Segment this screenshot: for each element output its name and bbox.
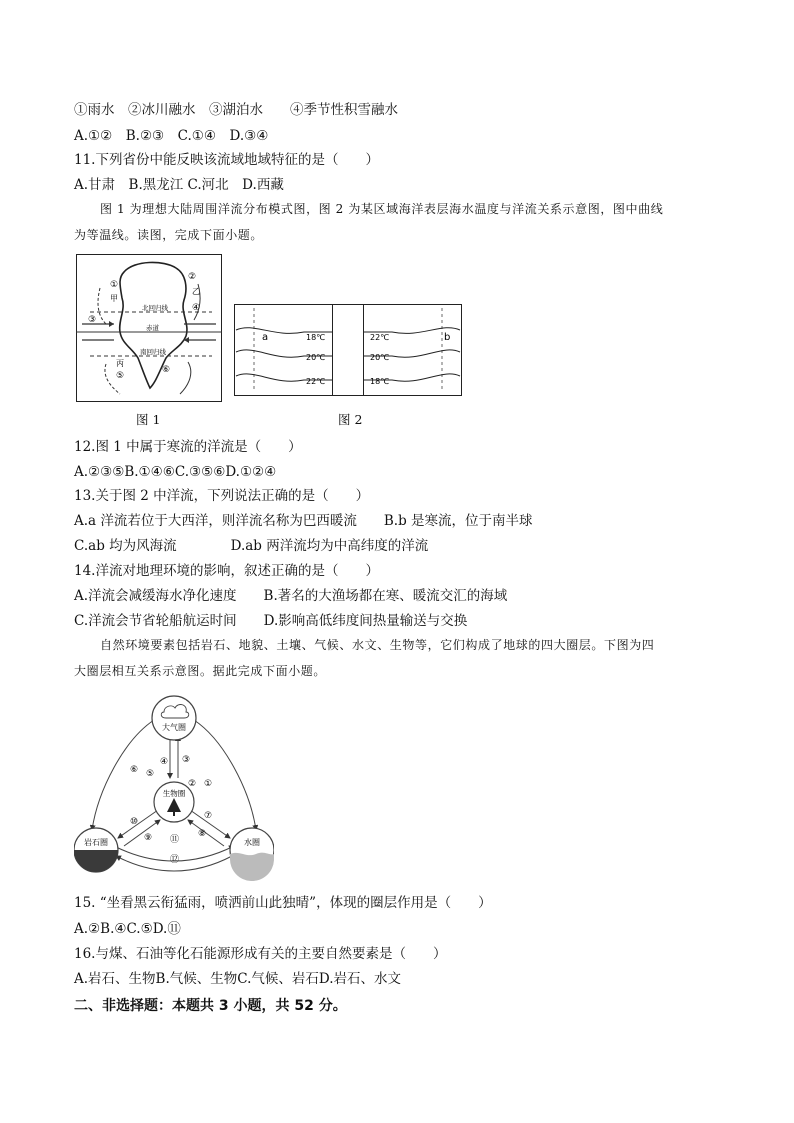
fig3-biosphere: 生物圈	[162, 789, 186, 798]
spheres-intro-line1: 自然环境要素包括岩石、地貌、土壤、气候、水文、生物等，它们构成了地球的四大圈层。下图为四	[100, 638, 655, 652]
fig2-marker-a: a	[262, 332, 269, 343]
ocean-intro-line2: 为等温线。读图，完成下面小题。	[74, 228, 264, 242]
section-2-heading: 二、非选择题：本题共 3 小题，共 52 分。	[74, 998, 347, 1014]
q10-items: ①雨水 ②冰川融水 ③湖泊水 ④季节性积雪融水	[74, 102, 398, 118]
fig1-label-3: ③	[88, 315, 97, 325]
fig3-n7: ⑦	[204, 811, 213, 821]
figure-2-isotherms	[234, 304, 462, 396]
fig3-n2: ②	[188, 779, 197, 789]
q11-stem: 11.下列省份中能反映该流域地域特征的是（ ）	[74, 152, 379, 168]
fig2-left-iso-mid: 20℃	[306, 353, 326, 362]
fig2-right-iso-bot: 18℃	[370, 377, 390, 386]
fig3-n12: ⑫	[170, 855, 180, 865]
fig3-n4: ④	[160, 757, 169, 767]
fig2-right-iso-top: 22℃	[370, 333, 390, 342]
q14-options-line1: A.洋流会减缓海水净化速度 B.著名的大渔场都在寒、暖流交汇的海域	[74, 588, 508, 604]
q13-stem: 13.关于图 2 中洋流，下列说法正确的是（ ）	[74, 488, 370, 504]
fig1-equator: 赤道	[146, 324, 159, 332]
q14-options-line2: C.洋流会节省轮船航运时间 D.影响高低纬度间热量输送与交换	[74, 613, 468, 629]
fig3-n1: ①	[204, 779, 213, 789]
fig3-n8: ⑧	[198, 829, 207, 839]
fig2-marker-b: b	[444, 332, 451, 343]
fig1-label-4: ④	[192, 303, 201, 313]
q12-stem: 12.图 1 中属于寒流的洋流是（ ）	[74, 439, 302, 455]
q13-options-line2: C.ab 均为风海流 D.ab 两洋流均为中高纬度的洋流	[74, 538, 429, 554]
fig3-n5: ⑤	[146, 769, 155, 779]
q13-options-line1: A.a 洋流若位于大西洋，则洋流名称为巴西暖流 B.b 是寒流，位于南半球	[74, 513, 533, 529]
fig3-n6: ⑥	[130, 765, 139, 775]
figure-1-ocean-currents	[76, 254, 222, 402]
q11-options: A.甘肃 B.黑龙江 C.河北 D.西藏	[74, 177, 284, 193]
figure-3-four-spheres	[74, 690, 274, 884]
fig1-label-5: ⑤	[116, 371, 125, 381]
figure-1-caption: 图 1	[136, 412, 161, 427]
fig2-left-iso-bot: 22℃	[306, 377, 326, 386]
fig1-label-2: ②	[188, 272, 197, 282]
fig3-lithosphere: 岩石圈	[84, 838, 108, 847]
fig1-label-1: ①	[110, 280, 119, 290]
spheres-intro-line2: 大圈层相互关系示意图。据此完成下面小题。	[74, 664, 327, 678]
q16-stem: 16.与煤、石油等化石能源形成有关的主要自然要素是（ ）	[74, 946, 447, 962]
fig3-hydrosphere: 水圈	[244, 838, 260, 847]
fig3-n9: ⑨	[144, 833, 153, 843]
fig1-label-yi: 乙	[192, 287, 200, 296]
ocean-intro-line1: 图 1 为理想大陆周围洋流分布模式图，图 2 为某区域海洋表层海水温度与洋流关系示意图，图中曲线	[100, 202, 664, 216]
fig2-right-iso-mid: 20℃	[370, 353, 390, 362]
fig3-atmosphere: 大气圈	[162, 723, 186, 732]
fig1-tropic-north: 北回归线	[142, 304, 168, 312]
q10-options: A.①② B.②③ C.①④ D.③④	[74, 128, 269, 144]
fig1-label-bing: 丙	[116, 359, 124, 368]
q12-options: A.②③⑤B.①④⑥C.③⑤⑥D.①②④	[74, 464, 277, 480]
fig1-label-jia: 甲	[110, 294, 118, 303]
q15-stem: 15. “坐看黑云衔猛雨，喷洒前山此独晴”，体现的圈层作用是（ ）	[74, 895, 492, 911]
q16-options: A.岩石、生物B.气候、生物C.气候、岩石D.岩石、水文	[74, 971, 402, 987]
spheres-intro	[74, 632, 724, 684]
fig1-tropic-south: 南回归线	[140, 348, 166, 356]
fig3-n10: ⑩	[130, 817, 139, 827]
figure-2-caption: 图 2	[338, 412, 363, 427]
q14-stem: 14.洋流对地理环境的影响，叙述正确的是（ ）	[74, 563, 379, 579]
q15-options: A.②B.④C.⑤D.⑪	[74, 921, 181, 937]
fig1-label-6: ⑥	[162, 365, 171, 375]
fig3-n3: ③	[182, 755, 191, 765]
fig3-n11: ⑪	[170, 835, 180, 845]
ocean-intro	[74, 196, 724, 248]
fig2-left-iso-top: 18℃	[306, 333, 326, 342]
